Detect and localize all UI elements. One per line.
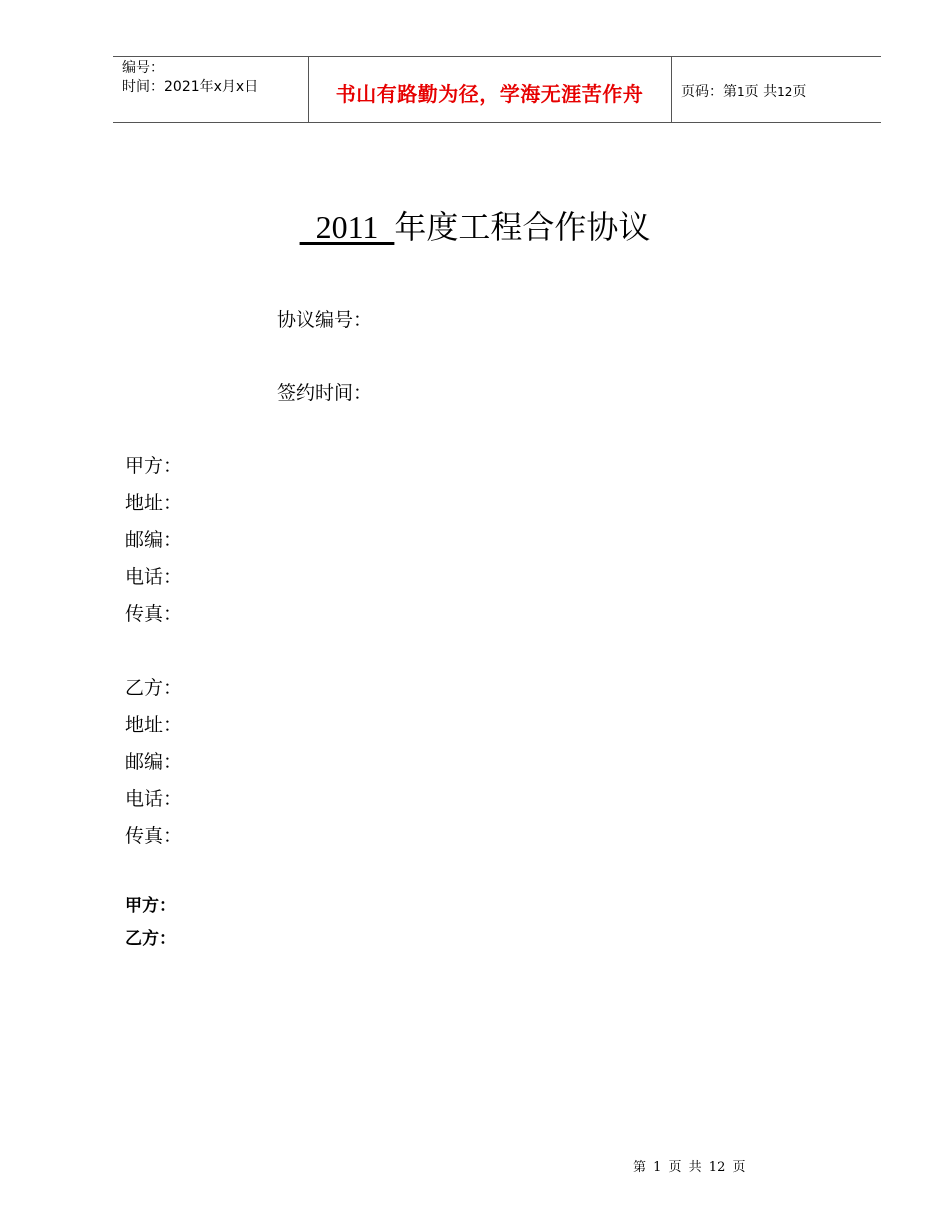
party-a-fax: 传真： bbox=[125, 603, 183, 625]
party-a-address: 地址： bbox=[125, 492, 183, 514]
party-a-phone: 电话： bbox=[125, 566, 183, 588]
header-page-info bbox=[681, 81, 806, 101]
signature-block bbox=[125, 890, 176, 956]
page-label: 页码：第 bbox=[681, 84, 737, 100]
title-text: 年度工程合作协议 bbox=[394, 208, 651, 246]
signature-party-a: 甲方： bbox=[125, 896, 176, 916]
doc-code-label: 编号： bbox=[122, 60, 164, 76]
header-left-cell bbox=[122, 59, 258, 97]
header-motto: 书山有路勤为径，学海无涯苦作舟 bbox=[335, 82, 644, 106]
party-a-block bbox=[125, 448, 182, 633]
party-b-name: 乙方： bbox=[125, 677, 183, 699]
page-mid: 页 共 bbox=[744, 84, 778, 100]
header-divider bbox=[671, 56, 672, 123]
document-title bbox=[0, 202, 950, 248]
header-bottom-rule bbox=[113, 122, 881, 123]
party-b-address: 地址： bbox=[125, 714, 183, 736]
page-total: 12 bbox=[777, 85, 793, 99]
party-b-postcode: 邮编： bbox=[125, 751, 183, 773]
party-a-name: 甲方： bbox=[125, 455, 183, 477]
party-b-phone: 电话： bbox=[125, 788, 183, 810]
page-footer: 第 1 页 共 12 页 bbox=[633, 1160, 746, 1175]
party-b-block bbox=[125, 670, 182, 855]
page-end: 页 bbox=[792, 84, 807, 100]
sign-time-label: 签约时间： bbox=[277, 382, 373, 404]
page-number: 1 bbox=[737, 85, 745, 99]
party-b-fax: 传真： bbox=[125, 825, 183, 847]
party-a-postcode: 邮编： bbox=[125, 529, 183, 551]
agreement-number-label: 协议编号： bbox=[277, 309, 373, 331]
title-year: 2011 bbox=[299, 209, 395, 245]
header-top-rule bbox=[113, 56, 881, 57]
signature-party-b: 乙方： bbox=[125, 929, 176, 949]
doc-time-label: 时间：2021年x月x日 bbox=[122, 79, 259, 95]
